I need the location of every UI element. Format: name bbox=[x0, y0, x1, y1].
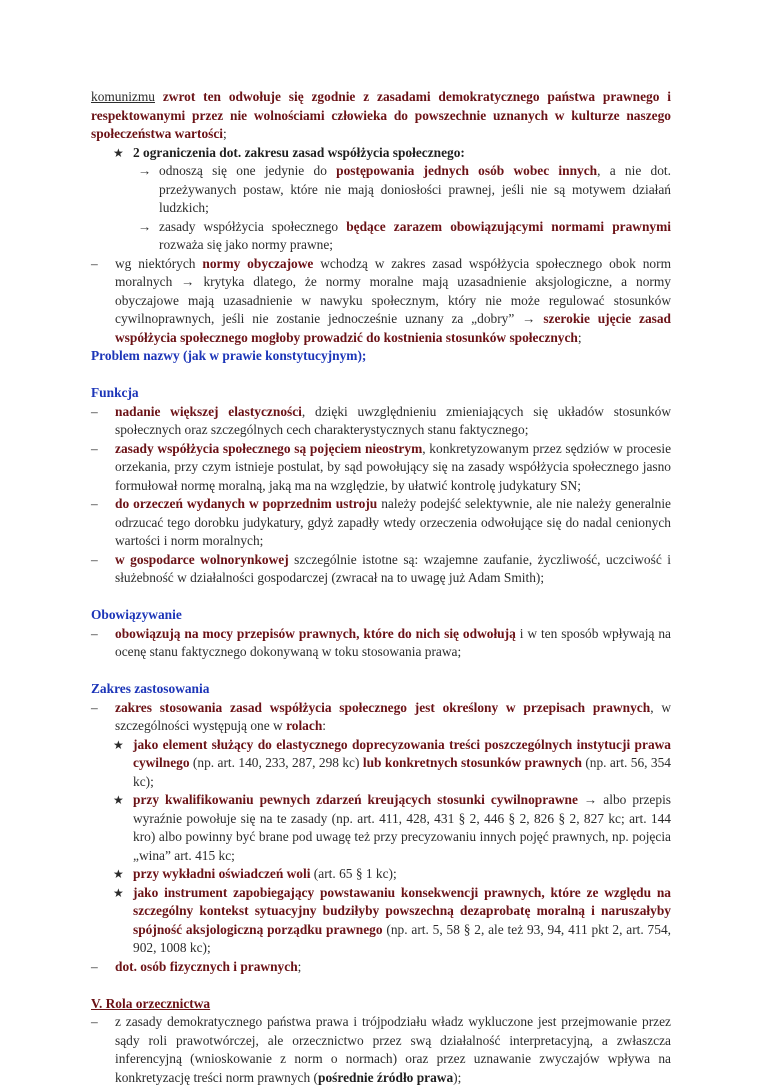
obow-i1-text: i w ten sposób wpływają na ocenę stanu faktycznego dokonywaną w toku stosowania prawa; bbox=[115, 625, 671, 659]
funkcja-heading: Funkcja bbox=[91, 385, 139, 400]
zakres-star-item-2 bbox=[91, 791, 671, 865]
star-bullet-icon: ★ bbox=[113, 885, 124, 900]
rola-t1: z zasady demokratycznego państwa prawa i trójpodziału władz wykluczone jest przejmowanie przez sądy roli prawotwórczej, ale orzecznictwo przez swą działalność interpretacyjną, a zwłaszcza inferencyjną (wnioskowanie z norm o normach) oraz przez uznawanie zwyczajów wpływa na konkretyzację treści norm prawnych ( bbox=[115, 1014, 671, 1085]
limits-arrow-item-2 bbox=[91, 218, 671, 255]
zakres-s3-text: (art. 65 § 1 kc); bbox=[310, 866, 397, 881]
star-bullet-icon: ★ bbox=[113, 145, 124, 160]
zakres-s4-text: (np. art. 5, 58 § 2, ale też 93, 94, 411 pkt 2, art. 754, 902, 1008 kc); bbox=[133, 921, 671, 955]
intro-end: ; bbox=[223, 126, 227, 141]
zakres-star-item-4 bbox=[91, 884, 671, 958]
morals-t1-bold: normy obyczajowe bbox=[202, 255, 314, 271]
rola-orzecznictwa-heading: V. Rola orzecznictwa bbox=[91, 995, 211, 1011]
obow-i1-bold: obowiązują na mocy przepisów prawnych, które do nich się odwołują bbox=[115, 625, 516, 641]
zakres-i2-end: ; bbox=[297, 958, 302, 974]
funkcja-item-4 bbox=[91, 551, 671, 588]
limits-a2-bold: będące zarazem obowiązującymi normami prawnymi bbox=[346, 218, 671, 234]
star-bullet-icon: ★ bbox=[113, 793, 124, 807]
star-bullet-icon: ★ bbox=[113, 867, 124, 881]
dash-bullet-icon: – bbox=[91, 440, 98, 456]
funkcja-i2-bold: zasady współżycia społecznego są pojęciem nieostrym bbox=[115, 440, 423, 456]
zakres-s1-bold: jako element służący do elastycznego doprecyzowania treści poszczególnych instytucji prawa cywilnego bbox=[133, 736, 671, 770]
zakres-s2-bold: przy kwalifikowaniu pewnych zdarzeń kreujących stosunki cywilnoprawne bbox=[133, 792, 578, 807]
funkcja-i1-text: , dzięki uwzględnieniu zmieniających się układów stosunków społecznych oraz szczególnych cech charakterystycznych stanu faktycznego; bbox=[115, 403, 672, 437]
dash-bullet-icon: – bbox=[91, 496, 98, 511]
morals-t1: wg niektórych bbox=[115, 255, 203, 271]
funkcja-item-2 bbox=[91, 440, 671, 496]
dash-bullet-icon: – bbox=[91, 699, 98, 715]
morals-t2-bold: szerokie ujęcie zasad współżycia społecznego mogłoby prowadzić do kostnienia stosunków społecznych bbox=[115, 311, 671, 345]
funkcja-i2-text: , konkretyzowanym przez sędziów w procesie orzekania, przy czym istnieje postulat, by sąd powołujący się na zasady współżycia społecznego jasno formułował normę moralną, jaką ma na względzie, by ułatwić kontrolę judykatury SN; bbox=[115, 440, 672, 493]
zakres-heading: Zakres zastosowania bbox=[91, 681, 210, 696]
arrow-bullet-icon: → bbox=[138, 218, 152, 234]
morals-t3: ; bbox=[577, 329, 582, 345]
zakres-i1-text: , w szczególności występują one w bbox=[115, 699, 671, 733]
funkcja-i3-text: należy podejść selektywnie, ale nie należy generalnie odrzucać tego dorobku judykatury, gdyż zapadły wtedy orzeczenia odwołujące się do nadal cenionych wartości i norm moralnych; bbox=[115, 496, 671, 548]
zakres-star-item-1 bbox=[91, 736, 671, 792]
limits-a2-text: zasady współżycia społecznego bbox=[159, 218, 347, 234]
funkcja-i4-bold: w gospodarce wolnorynkowej bbox=[115, 551, 289, 567]
obowiazywanie-item-1 bbox=[91, 625, 671, 662]
limits-a1-bold: postępowania jednych osób wobec innych bbox=[336, 163, 598, 178]
dash-bullet-icon: – bbox=[91, 1014, 98, 1029]
document-body bbox=[91, 88, 671, 1087]
dash-bullet-icon: – bbox=[91, 625, 98, 641]
limits-arrow-item-1 bbox=[91, 162, 671, 218]
zakres-i2-bold: dot. osób fizycznych i prawnych bbox=[115, 958, 298, 974]
limits-star-item bbox=[91, 144, 671, 163]
zakres-star-item-3 bbox=[91, 865, 671, 884]
arrow-bullet-icon: → bbox=[138, 163, 152, 178]
zakres-s1-end: (np. art. 56, 354 kc); bbox=[133, 755, 672, 789]
zakres-i1-bold2: rolach bbox=[286, 718, 323, 733]
obowiazywanie-heading: Obowiązywanie bbox=[91, 607, 182, 622]
funkcja-item-3 bbox=[91, 495, 671, 551]
dash-bullet-icon: – bbox=[91, 403, 98, 419]
zakres-s3-bold: przy wykładni oświadczeń woli bbox=[133, 866, 311, 881]
limits-a1-rest: , a nie dot. przeżywanych postaw, które nie mają doniosłości prawnej, jeśli nie są motywem działań ludzkich; bbox=[159, 163, 671, 215]
zakres-item-1 bbox=[91, 699, 671, 736]
zakres-i1-end: : bbox=[322, 718, 326, 733]
dash-bullet-icon: – bbox=[91, 551, 98, 567]
star-bullet-icon: ★ bbox=[113, 737, 124, 752]
limits-a1-text: odnoszą się one jedynie do bbox=[159, 163, 337, 178]
funkcja-i3-bold: do orzeczeń wydanych w poprzednim ustroju bbox=[115, 496, 378, 511]
dash-bullet-icon: – bbox=[91, 255, 98, 271]
funkcja-i4-text: szczególnie istotne są: wzajemne zaufanie, życzliwość, uczciwość i służebność w działalności gospodarczej (zwracał na to uwagę już Adam Smith); bbox=[115, 551, 672, 585]
zakres-s4-bold: jako instrument zapobiegający powstawaniu konsekwencji prawnych, które ze względu na szczególny kontekst sytuacyjny budziłyby powszechną dezaprobatę moralną i naruszałyby spójność aksjologiczną porządku prawnego bbox=[133, 884, 671, 937]
zakres-i1-bold: zakres stosowania zasad współżycia społecznego jest określony w przepisach prawnych bbox=[115, 699, 651, 715]
rola-t1-bold: pośrednie źródło prawa bbox=[318, 1069, 454, 1085]
funkcja-item-1 bbox=[91, 403, 671, 440]
zakres-s2-text: → albo przepis wyraźnie powołuje się na te zasady (np. art. 411, 428, 431 § 2, 446 § 2, 826 § 2, 827 kc; art. 144 kro) albo powinny być brane pod uwagę też przy precyzowaniu innych pojęć prawnych, np. pojęcia „wina” art. 415 kc; bbox=[133, 792, 671, 863]
intro-underlined-word: komunizmu bbox=[91, 89, 155, 104]
zakres-s1-text: (np. art. 140, 233, 287, 298 kc) bbox=[189, 755, 363, 770]
rola-t2: ); bbox=[453, 1069, 462, 1085]
zakres-s1-bold2: lub konkretnych stosunków prawnych bbox=[362, 755, 582, 770]
morals-item bbox=[91, 255, 671, 348]
name-problem-heading: Problem nazwy (jak w prawie konstytucyjnym); bbox=[91, 348, 367, 363]
zakres-item-2 bbox=[91, 958, 671, 977]
limits-heading: 2 ograniczenia dot. zakresu zasad współżycia społecznego: bbox=[133, 144, 465, 160]
limits-a2-rest: rozważa się jako normy prawne; bbox=[159, 237, 334, 252]
intro-paragraph bbox=[91, 88, 671, 144]
rola-item-1 bbox=[91, 1013, 671, 1087]
morals-t2: wchodzą w zakres zasad współżycia społecznego obok norm moralnych → krytyka dlatego, że normy moralne mają uzasadnienie aksjologiczne, a normy obyczajowe mają uzasadnienie w nawyku społecznym, który nie może regulować stosunków cywilnoprawnych, jeśli nie zostanie jednocześnie uznany za „dobry” → bbox=[115, 255, 671, 326]
funkcja-i1-bold: nadanie większej elastyczności bbox=[115, 403, 302, 419]
dash-bullet-icon: – bbox=[91, 958, 98, 974]
intro-bold-text: zwrot ten odwołuje się zgodnie z zasadami demokratycznego państwa prawnego i respektowanymi przez nie wolnościami człowieka do powszechnie uznanych w kulturze naszego społeczeństwa wartości bbox=[91, 89, 671, 141]
